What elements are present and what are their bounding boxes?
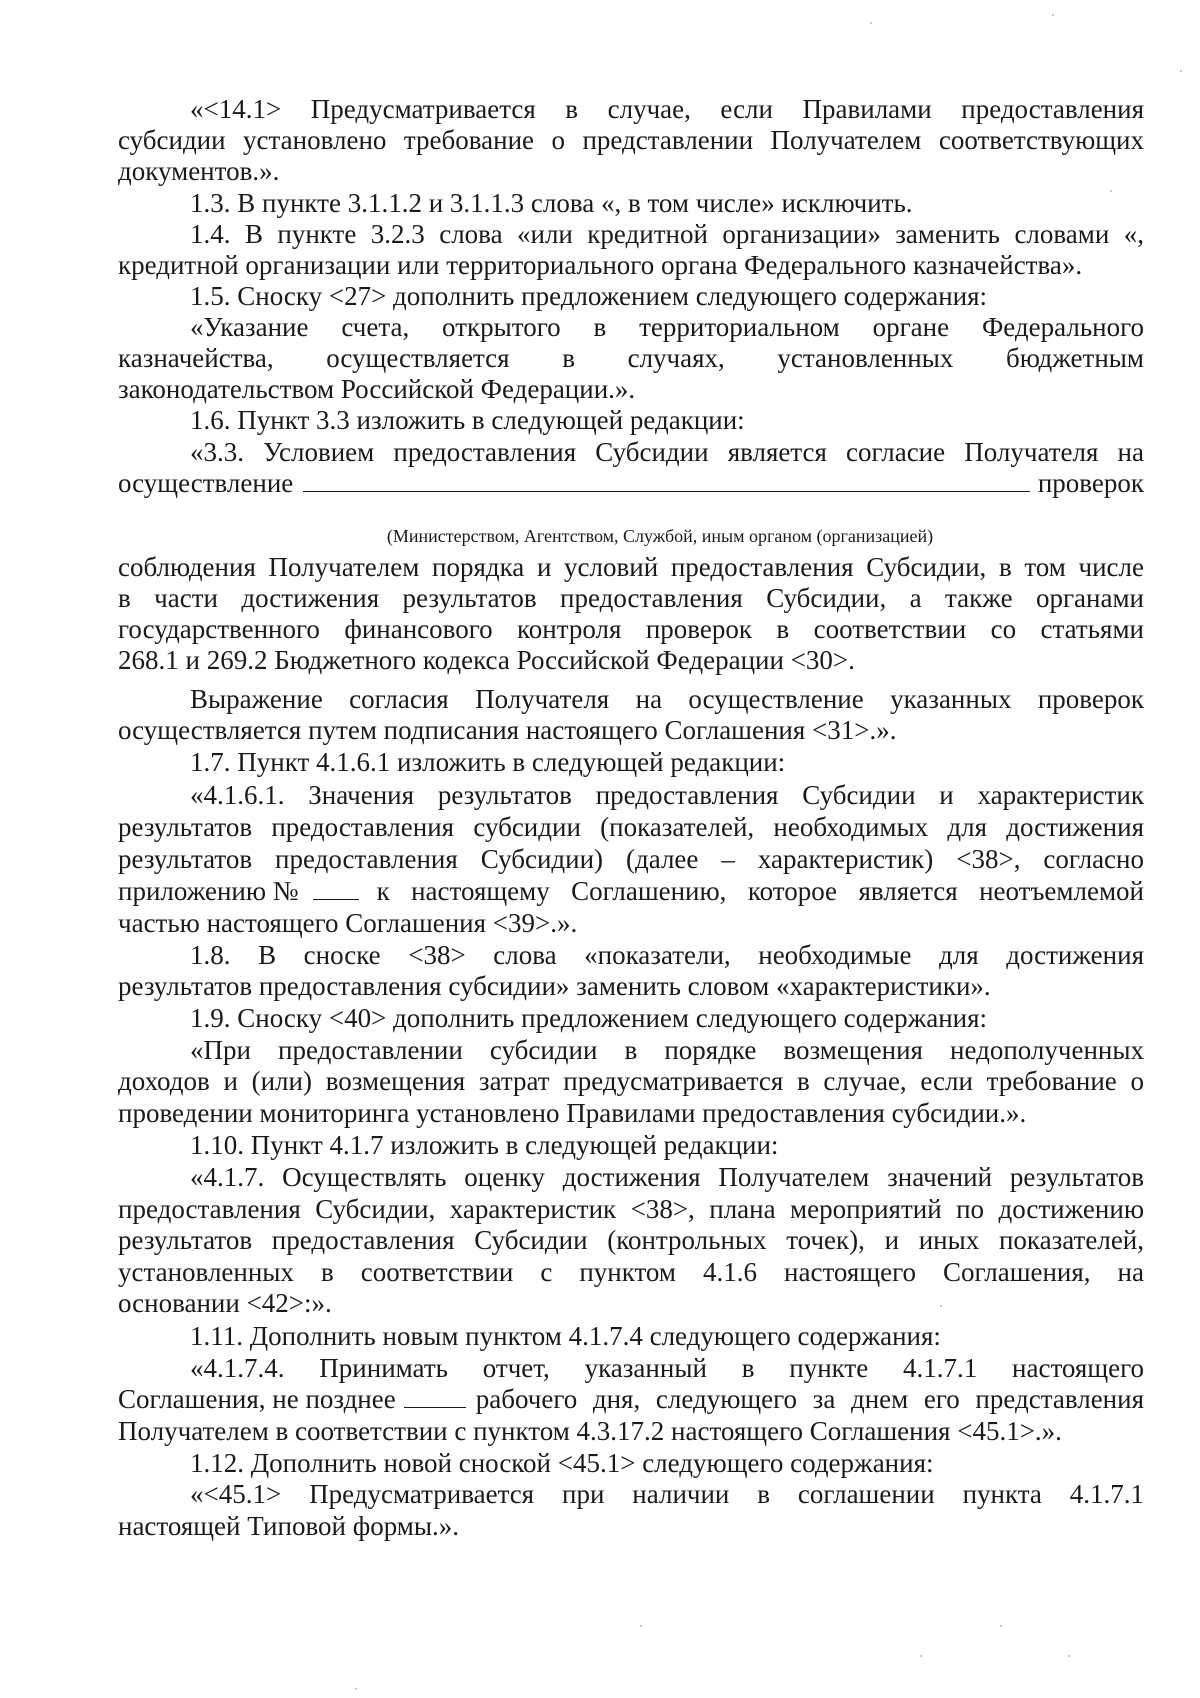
text-line: 1.12. Дополнить новой сноской <45.1> следующего содержания: bbox=[190, 1448, 934, 1478]
text-line: законодательством Российской Федерации.». bbox=[118, 374, 636, 404]
text-line: 1.11. Дополнить новым пунктом 4.1.7.4 следующего содержания: bbox=[190, 1321, 941, 1351]
text-line: «При предоставлении субсидии в порядке возмещения недополученных bbox=[190, 1035, 1144, 1065]
text-line: 1.8. В сноске <38> слова «показатели, необходимые для достижения bbox=[190, 940, 1144, 970]
blank-line-start: осуществление bbox=[118, 468, 294, 498]
text-line: проведении мониторинга установлено Правилами предоставления субсидии.». bbox=[118, 1098, 1027, 1128]
annex-blank-line bbox=[118, 874, 1144, 908]
text-line: в части достижения результатов предоставления Субсидии, а также органами bbox=[118, 583, 1144, 613]
text-line: частью настоящего Соглашения <39>.». bbox=[118, 908, 578, 938]
text-line: документов.». bbox=[118, 156, 280, 186]
text-line: 1.6. Пункт 3.3 изложить в следующей редакции: bbox=[190, 405, 745, 435]
text-line: 1.3. В пункте 3.1.1.2 и 3.1.1.3 слова «, в том числе» исключить. bbox=[190, 188, 913, 218]
text-line: предоставления Субсидии, характеристик <38>, плана мероприятий по достижению bbox=[118, 1194, 1144, 1224]
text-line: Выражение согласия Получателя на осуществление указанных проверок bbox=[190, 684, 1144, 714]
verification-caption: (Министерством, Агентством, Службой, иным органом (организацией) bbox=[386, 526, 934, 546]
text-line: осуществляется путем подписания настоящего Соглашения <31>.». bbox=[118, 715, 897, 745]
blank-line-start: Соглашения, не позднее bbox=[118, 1384, 396, 1414]
scan-speck bbox=[1052, 14, 1054, 16]
verification-blank-field bbox=[303, 467, 1030, 492]
text-line: Получателем в соответствии с пунктом 4.3.17.2 настоящего Соглашения <45.1>.». bbox=[118, 1416, 1062, 1446]
blank-line-end: к настоящему Соглашению, которое является неотъемлемой bbox=[376, 876, 1144, 906]
scan-speck bbox=[1110, 190, 1112, 192]
text-line: «<45.1> Предусматривается при наличии в соглашении пункта 4.1.7.1 bbox=[190, 1479, 1144, 1509]
scan-speck bbox=[870, 22, 872, 24]
text-line: «4.1.6.1. Значения результатов предоставления Субсидии и характеристик bbox=[190, 780, 1144, 810]
text-line: результатов предоставления Субсидии (контрольных точек), и иных показателей, bbox=[118, 1225, 1144, 1255]
annex-number-blank bbox=[313, 875, 359, 900]
text-line: кредитной организации или территориального органа Федерального казначейства». bbox=[118, 250, 1083, 280]
text-line: государственного финансового контроля проверок в соответствии со статьями bbox=[118, 614, 1144, 644]
text-line: «<14.1> Предусматривается в случае, если Правилами предоставления bbox=[190, 94, 1144, 124]
text-line: субсидии установлено требование о представлении Получателем соответствующих bbox=[118, 125, 1144, 155]
text-line: «3.3. Условием предоставления Субсидии является согласие Получателя на bbox=[190, 437, 1144, 467]
text-line: 1.7. Пункт 4.1.6.1 изложить в следующей редакции: bbox=[190, 747, 786, 777]
text-line: 1.5. Сноску <27> дополнить предложением следующего содержания: bbox=[190, 281, 988, 311]
text-line: результатов предоставления субсидии (показателей, необходимых для достижения bbox=[118, 812, 1144, 842]
text-line: результатов предоставления Субсидии) (далее – характеристик) <38>, согласно bbox=[118, 844, 1144, 874]
report-blank-line bbox=[118, 1382, 1144, 1416]
text-line: «4.1.7.4. Принимать отчет, указанный в пункте 4.1.7.1 настоящего bbox=[190, 1353, 1144, 1383]
verification-blank-line bbox=[118, 466, 1144, 500]
text-line: настоящей Типовой формы.». bbox=[118, 1511, 460, 1541]
scan-speck bbox=[355, 1688, 357, 1690]
blank-line-end: рабочего дня, следующего за днем его представления bbox=[475, 1384, 1144, 1414]
text-line: 1.9. Сноску <40> дополнить предложением следующего содержания: bbox=[190, 1003, 988, 1033]
report-days-blank bbox=[404, 1383, 466, 1408]
scan-speck bbox=[640, 1625, 642, 1627]
text-line: 268.1 и 269.2 Бюджетного кодекса Российской Федерации <30>. bbox=[118, 645, 855, 675]
scan-speck bbox=[1068, 1655, 1070, 1657]
text-line: «Указание счета, открытого в территориальном органе Федерального bbox=[190, 312, 1144, 342]
text-line: «4.1.7. Осуществлять оценку достижения Получателем значений результатов bbox=[190, 1162, 1144, 1192]
text-line: 1.10. Пункт 4.1.7 изложить в следующей редакции: bbox=[190, 1130, 779, 1160]
scan-speck bbox=[1180, 70, 1182, 72]
blank-line-start: приложению № bbox=[118, 876, 299, 906]
scan-speck bbox=[1000, 1625, 1002, 1627]
text-line: соблюдения Получателем порядка и условий предоставления Субсидии, в том числе bbox=[118, 552, 1144, 582]
text-line: казначейства, осуществляется в случаях, установленных бюджетным bbox=[118, 343, 1144, 373]
text-line: установленных в соответствии с пунктом 4.1.6 настоящего Соглашения, на bbox=[118, 1257, 1144, 1287]
blank-line-end: проверок bbox=[1037, 468, 1144, 498]
text-line: результатов предоставления субсидии» заменить словом «характеристики». bbox=[118, 971, 991, 1001]
scan-speck bbox=[940, 1305, 942, 1307]
scan-speck bbox=[920, 1655, 922, 1657]
text-line: 1.4. В пункте 3.2.3 слова «или кредитной организации» заменить словами «, bbox=[190, 219, 1144, 249]
text-line: основании <42>:». bbox=[118, 1288, 332, 1318]
text-line: доходов и (или) возмещения затрат предусматривается в случае, если требование о bbox=[118, 1066, 1144, 1096]
